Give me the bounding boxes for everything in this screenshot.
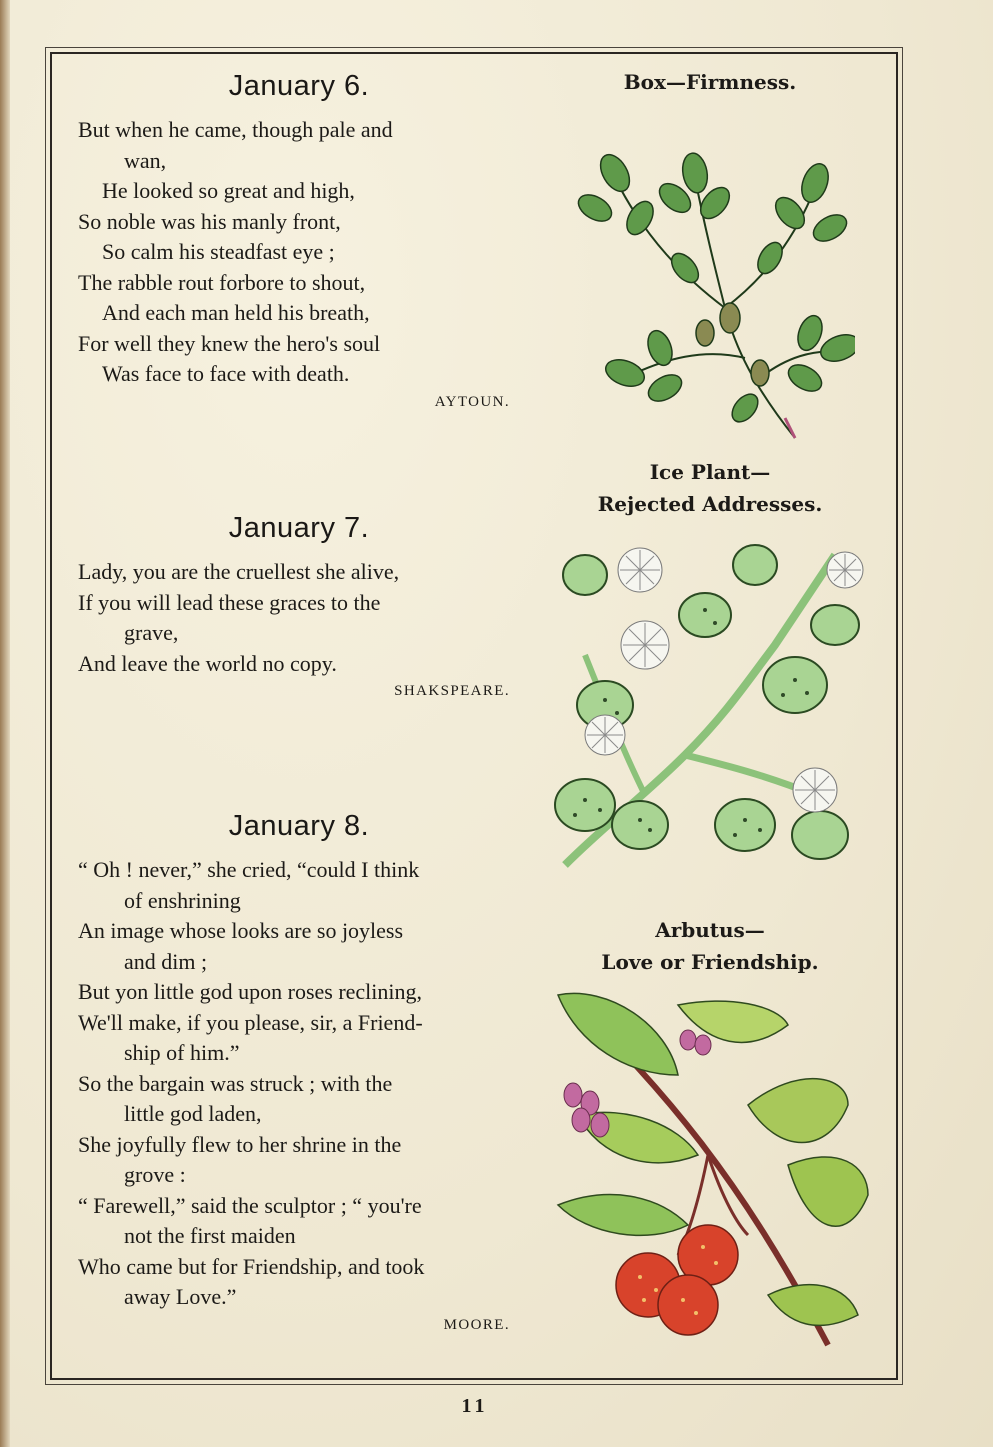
poem-line: He looked so great and high, [102,178,355,203]
entry-date: January 8. [228,810,370,842]
ice-plant-illustration [545,535,875,885]
poem-line: not the first maiden [124,1223,296,1248]
poem-line: She joyfully flew to her shrine in the [78,1131,402,1157]
poem-line: “ Oh ! never,” she cried, “could I think [78,857,420,882]
poem-line: For well they knew the hero's soul [78,330,381,356]
entry-january-7 [78,512,520,700]
plant-caption-ice-plant [540,456,880,520]
poem-line: grave, [124,620,179,645]
poem-line: “ Farewell,” said the sculptor ; “ you're [78,1192,422,1218]
plant-caption-arbutus [540,914,880,978]
poem-line: And each man held his breath, [102,300,370,325]
poem-line: The rabble rout forbore to shout, [78,269,366,295]
poem-line: little god laden, [124,1101,262,1126]
author-attribution: SHAKSPEARE. [394,683,510,699]
page-edge [0,0,10,1447]
poem-line: wan, [124,147,167,173]
author-attribution: MOORE. [443,1316,510,1333]
plant-caption-box [540,66,880,98]
poem-line: grove : [124,1162,186,1187]
entry-date: January 7. [228,512,370,544]
poem-line: An image whose looks are so joyless [78,918,404,943]
poem-line: and dim ; [124,948,208,974]
poem-line: So the bargain was struck ; with the [78,1070,393,1096]
caption-line: Ice Plant— [649,460,771,484]
caption-line: Rejected Addresses. [597,492,823,516]
poem-line: So calm his steadfast eye ; [102,239,335,264]
poem-line: But when he came, though pale and [78,117,393,142]
poem-line: away Love.” [124,1284,237,1309]
box-plant-illustration [555,118,855,448]
arbutus-illustration [548,985,878,1355]
poem [78,557,520,679]
poem-line: Was face to face with death. [102,361,350,386]
poem-line: If you will lead these graces to the [78,589,381,615]
caption-line: Box—Firmness. [623,70,797,94]
caption-line: Arbutus— [655,918,765,942]
author-attribution: AYTOUN. [434,393,510,410]
poem [78,855,520,1313]
entry-january-8 [78,810,520,1334]
caption-line: Love or Friendship. [601,950,819,974]
poem-line: We'll make, if you please, sir, a Friend- [78,1009,423,1035]
poem-line: So noble was his manly front, [78,208,341,234]
poem-line: Who came but for Friendship, and took [78,1253,425,1279]
poem-line: But yon little god upon roses reclining, [78,979,423,1004]
poem-line: ship of him.” [124,1040,240,1065]
page-number: 11 [461,1395,489,1417]
entry-january-6 [78,70,520,411]
poem-line: And leave the world no copy. [78,650,337,676]
poem [78,115,520,390]
poem-line: Lady, you are the cruellest she alive, [78,559,400,584]
poem-line: of enshrining [124,887,241,913]
entry-date: January 6. [228,70,370,102]
